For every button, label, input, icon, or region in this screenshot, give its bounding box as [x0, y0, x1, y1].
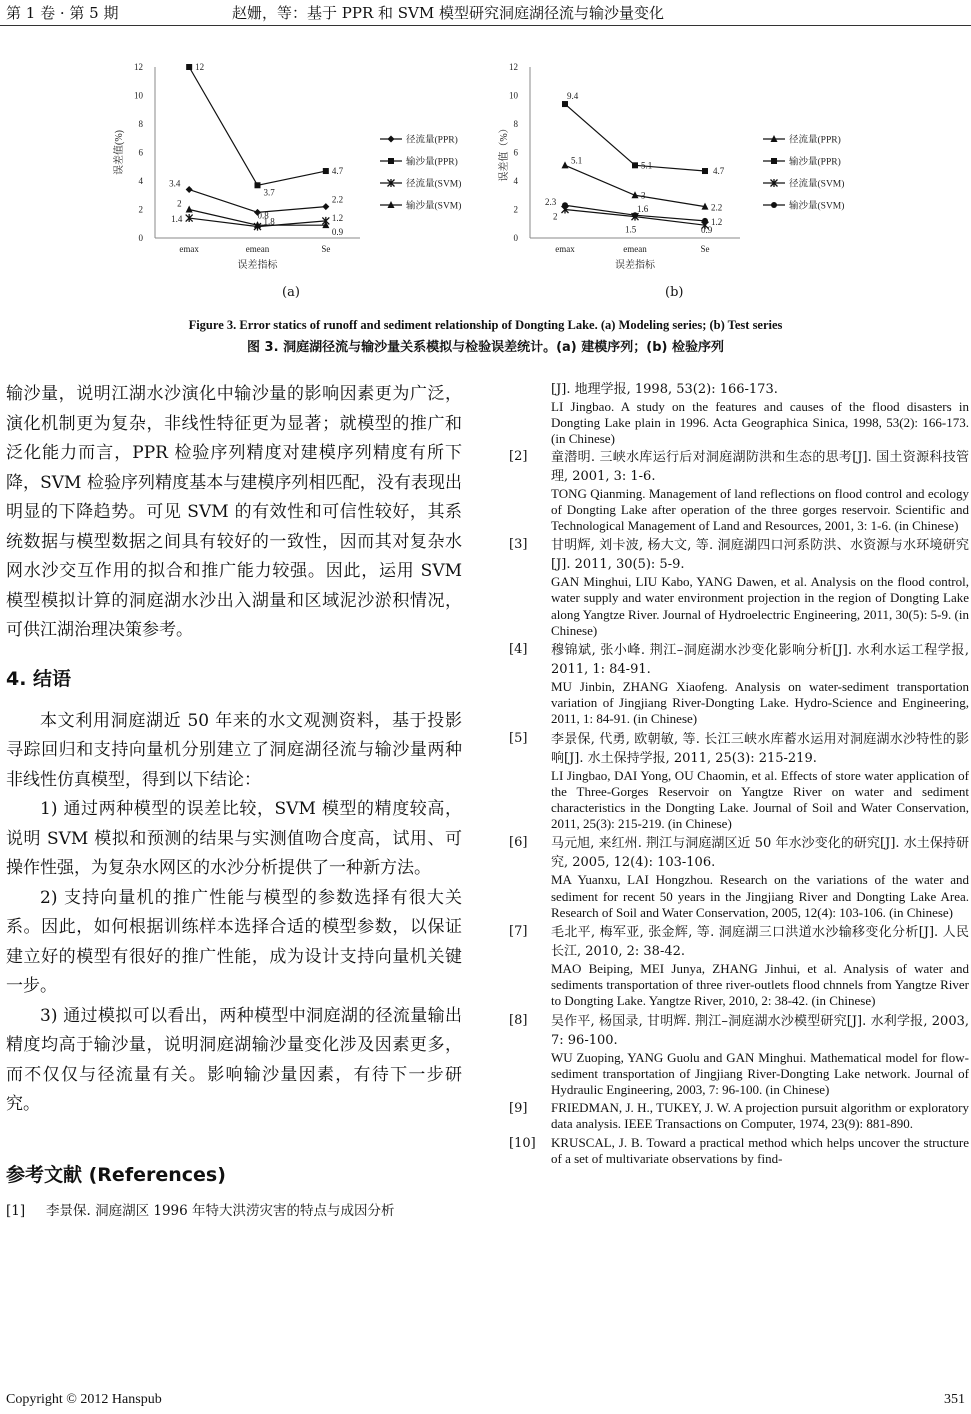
reference-text-en: LI Jingbao, DAI Yong, OU Chaomin, et al. Effects of store water application of the Three-Gorges Reservoir on Yangtze River on water and sediment characteristics in the Dongting Lake. Journal of Soil and Water Conservation, 2011, 25(3): 215-219. (in Chinese)	[551, 767, 969, 832]
reference-number: [5]	[509, 730, 528, 746]
data-label: 12	[195, 62, 205, 72]
reference-text-en: GAN Minghui, LIU Kabo, YANG Dawen, et al. Analysis on the flood control, water supply and water environment projection in the region of Dongting Lake along Yangtze River. Journal of Hydroelectric Engineering, 2011, 30(5): 5-9. (in Chinese)	[551, 574, 969, 638]
data-label: 0.8	[257, 210, 269, 221]
data-label: 5.1	[571, 155, 583, 166]
reference-number: [2]	[509, 448, 528, 464]
data-point	[562, 161, 569, 168]
x-tick-label: emean	[245, 244, 270, 254]
legend-entry: 径流量(PPR)	[789, 135, 841, 146]
header-rule	[0, 25, 971, 26]
reference-number: [4]	[509, 642, 528, 658]
data-label: 3.4	[169, 178, 181, 189]
reference-text-cn: 甘明辉, 刘卡波, 杨大文, 等. 洞庭湖四口河系防洪、水资源与水环境研究[J]. 2011, 30(5): 5-9.	[551, 538, 969, 573]
x-tick-label: emean	[623, 244, 647, 254]
data-label: 4.7	[713, 166, 725, 177]
data-label: 1.2	[711, 216, 723, 227]
y-axis-title: 误差值（%）	[499, 123, 510, 182]
reference-text-cn: 李景保. 洞庭湖区 1996 年特大洪涝灾害的特点与成因分析	[46, 1202, 395, 1219]
series-4	[177, 199, 461, 238]
reference-number: [1]	[6, 1202, 26, 1219]
reference-1-continued	[509, 380, 969, 448]
reference-9	[509, 1100, 969, 1132]
reference-5	[509, 730, 969, 833]
x-tick-label: Se	[700, 244, 710, 254]
figure-caption-cn: 图 3. 洞庭湖径流与输沙量关系模拟与检验误差统计。(a) 建模序列；(b) 检验序列	[247, 340, 724, 355]
legend-entry: 输沙量(PPR)	[406, 157, 458, 168]
series-line	[189, 67, 326, 185]
reference-text-cn: 吴作平, 杨国录, 甘明辉. 荆江–洞庭湖水沙模型研究[J]. 水利学报, 2003, 7: 96-100.	[551, 1013, 969, 1048]
reference-text-en: TONG Qianming. Management of land reflections on flood control and ecology of Dongting Lake after operation of the three gorges reservoir. Scientific and Technological Management of Land and Resources, 2001, 3: 1-6. (in Chinese)	[551, 485, 969, 534]
y-axis-title: 误差值(%)	[114, 130, 125, 175]
data-point	[388, 136, 395, 143]
running-title: 赵姗，等：基于 PPR 和 SVM 模型研究洞庭湖径流与输沙量变化	[232, 4, 665, 22]
reference-number: [8]	[509, 1012, 528, 1028]
reference-3	[509, 536, 969, 639]
data-label: 1.2	[331, 212, 344, 223]
reference-4	[509, 641, 969, 728]
y-tick-label: 8	[513, 119, 518, 129]
data-point	[562, 101, 568, 107]
reference-text-en: FRIEDMAN, J. H., TUKEY, J. W. A projection pursuit algorithm or exploratory data analysis. IEEE Transactions on Computer, 1974, 23(9): 881-890.	[551, 1100, 969, 1132]
section-heading-conclusion: 4. 结语	[6, 667, 72, 690]
body-paragraph: 本文利用洞庭湖近 50 年来的水文观测资料，基于投影寻踪回归和支持向量机分别建立了洞庭湖径流与输沙量两种非线性仿真模型，得到以下结论：	[6, 710, 462, 790]
data-point	[186, 64, 192, 70]
data-label: 3.7	[263, 187, 275, 198]
figure-3a-label: (a)	[282, 285, 300, 300]
x-tick-label: Se	[321, 244, 331, 254]
series-2	[186, 62, 458, 197]
reference-text-en: KRUSCAL, J. B. Toward a practical method which helps uncover the structure of a set of multivariate observations by find-	[551, 1134, 969, 1166]
reference-number: [9]	[509, 1101, 528, 1117]
data-label: 3	[641, 190, 646, 201]
conclusion-item-1: 1) 通过两种模型的误差比较，SVM 模型的精度较高，说明 SVM 模拟和预测的结果与实测值吻合度高，试用、可操作性强，为复杂水网区的水沙分析提供了一种新方法。	[6, 799, 462, 878]
data-label: 4.7	[331, 166, 344, 177]
x-axis-title: 误差指标	[615, 260, 655, 271]
legend-entry: 径流量(SVM)	[789, 179, 845, 190]
x-tick-label: emax	[555, 244, 575, 254]
data-label: 2.2	[331, 194, 344, 205]
figure-3b-label: (b)	[665, 285, 684, 300]
x-tick-label: emax	[179, 244, 199, 254]
reference-text-en: LI Jingbao. A study on the features and causes of the flood disasters in Dongting Lake plain in 1996. Acta Geographica Sinica, 1998, 53(2): 166-173. (in Chinese)	[551, 399, 969, 447]
page-number: 351	[944, 1392, 965, 1407]
right-column	[509, 380, 969, 1169]
y-tick-label: 10	[134, 90, 143, 101]
reference-number: [3]	[509, 537, 528, 553]
data-point	[322, 203, 329, 210]
body-paragraph: 输沙量，说明江湖水沙演化中输沙量的影响因素更为广泛，演化机制更为复杂，非线性特征更为显著；就模型的推广和泛化能力而言，PPR 检验序列精度对建模序列精度有所下降，SVM 检验序列精度基本与建模序列相匹配，没有表现出明显的下降趋势。可见 SVM 的有效性和可信性较好，其系统数据与模型数据之间具有较好的一致性，因而其对复杂水网水沙交互作用的拟合和推广能力较强。因此，运用 SVM 模型模拟计算的洞庭湖水沙出入湖量和区域泥沙淤积情况，可供江湖治理决策参考。	[6, 384, 462, 640]
conclusion-item-2: 2) 支持向量机的推广性能与模型的参数选择有很大关系。因此，如何根据训练样本选择合适的模型参数，以保证建立好的模型有很好的推广性能，成为设计支持向量机关键一步。	[6, 887, 462, 996]
y-tick-label: 2	[513, 204, 518, 215]
data-point	[562, 202, 568, 208]
reference-number: [10]	[509, 1135, 536, 1151]
left-column	[6, 380, 462, 1221]
reference-number: [7]	[509, 924, 528, 940]
figure-3a-chart	[110, 55, 485, 280]
data-label: 1.4	[171, 214, 183, 225]
series-2	[562, 91, 841, 176]
references-heading: 参考文献 (References)	[6, 1163, 226, 1186]
reference-number: [6]	[509, 835, 528, 851]
legend-entry: 径流量(SVM)	[406, 179, 462, 190]
data-point	[186, 206, 193, 213]
data-point	[702, 168, 708, 174]
legend-entry: 输沙量(PPR)	[789, 157, 841, 168]
data-label: 2.2	[711, 202, 723, 213]
data-label: 9.4	[567, 91, 579, 102]
reference-text-cn: 童潜明. 三峡水库运行后对洞庭湖防洪和生态的思考[J]. 国土资源科技管理, 2001, 3: 1-6.	[551, 449, 969, 484]
journal-issue: 第 1 卷 · 第 5 期	[6, 4, 119, 22]
series-line	[565, 104, 705, 171]
y-tick-label: 12	[509, 62, 518, 72]
reference-1	[6, 1201, 462, 1221]
y-tick-label: 4	[138, 176, 143, 186]
legend-entry: 输沙量(SVM)	[406, 201, 462, 212]
figure-3b-svg	[495, 55, 875, 280]
data-point	[255, 182, 261, 188]
data-label: 2.3	[545, 197, 557, 208]
reference-text-cn: 毛北平, 梅军亚, 张金辉, 等. 洞庭湖三口洪道水沙输移变化分析[J]. 人民长江, 2010, 2: 38-42.	[551, 925, 969, 960]
data-label: 0.9	[701, 225, 713, 236]
reference-text-cn: 穆锦斌, 张小峰. 荆江–洞庭湖水沙变化影响分析[J]. 水利水运工程学报, 2011, 1: 84-91.	[551, 643, 969, 678]
copyright: Copyright © 2012 Hanspub	[6, 1392, 162, 1407]
data-point	[702, 218, 708, 224]
data-point	[388, 158, 394, 164]
data-point	[186, 186, 193, 193]
data-point	[632, 162, 638, 168]
data-label: 2	[553, 211, 558, 222]
y-tick-label: 12	[134, 62, 143, 72]
reference-text-en: MAO Beiping, MEI Junya, ZHANG Jinhui, et al. Analysis of water and sediments transportation of three river-outlets flood chnnels from Yangtze River to Dongting Lake. Yangtze River, 2010, 2: 38-42. (in Chinese)	[551, 961, 969, 1009]
reference-text-cn: [J]. 地理学报, 1998, 53(2): 166-173.	[551, 382, 778, 397]
legend-entry: 输沙量(SVM)	[789, 201, 845, 212]
reference-text-cn: 马元旭, 来红州. 荆江与洞庭湖区近 50 年水沙变化的研究[J]. 水土保持研究, 2005, 12(4): 103-106.	[551, 836, 969, 871]
y-tick-label: 6	[513, 147, 518, 158]
reference-text-en: MA Yuanxu, LAI Hongzhou. Research on the variations of the water and sediment for recent 50 years in the Jingjiang River and Dongting Lake Area. Research of Soil and Water Conservation, 2005, 12(4): 103-106. (in Chinese)	[551, 872, 969, 920]
reference-2	[509, 448, 969, 535]
x-axis-title: 误差指标	[237, 260, 278, 271]
reference-text-en: MU Jinbin, ZHANG Xiaofeng. Analysis on water-sediment transportation variation of Jingjiang River-Dongting Lake. Hydro-Science and Engineering, 2011, 1: 84-91. (in Chinese)	[551, 679, 969, 727]
y-tick-label: 0	[138, 233, 143, 243]
y-tick-label: 0	[513, 233, 518, 243]
y-tick-label: 8	[138, 119, 143, 129]
reference-text-en: WU Zuoping, YANG Guolu and GAN Minghui. Mathematical model for flow-sediment transportation of Jingjiang River-Dongting Lake network. Journal of Hydraulic Engineering, 2003, 7: 96-100. (in Chinese)	[551, 1049, 969, 1098]
figure-3b-chart	[495, 55, 875, 280]
conclusion-item-3: 3) 通过模拟可以看出，两种模型中洞庭湖的径流量输出精度均高于输沙量，说明洞庭湖输沙量变化涉及因素更多，而不仅仅与径流量有关。影响输沙量因素，有待下一步研究。	[6, 1005, 462, 1114]
y-tick-label: 4	[513, 176, 518, 186]
legend-entry: 径流量(PPR)	[406, 135, 458, 146]
data-label: 1.6	[637, 204, 649, 215]
reference-6	[509, 834, 969, 921]
data-label: 0.9	[331, 227, 344, 238]
data-label: 2	[177, 198, 182, 209]
data-label: 5.1	[641, 160, 653, 171]
data-label: 1.5	[625, 224, 637, 235]
data-point	[771, 158, 777, 164]
series-line	[565, 165, 705, 206]
data-point	[323, 168, 329, 174]
figure-caption-en: Figure 3. Error statics of runoff and sediment relationship of Dongting Lake. (a) Modeling series; (b) Test series	[188, 318, 783, 332]
reference-text-cn: 李景保, 代勇, 欧朝敏, 等. 长江三峡水库蓄水运用对洞庭湖水沙特性的影响[J]. 水土保持学报, 2011, 25(3): 215-219.	[551, 731, 969, 766]
reference-10	[509, 1135, 969, 1167]
y-tick-label: 10	[509, 90, 518, 101]
data-label: 1.8	[263, 216, 275, 227]
reference-7	[509, 923, 969, 1010]
y-tick-label: 6	[138, 147, 143, 158]
data-point	[771, 202, 777, 208]
running-header	[0, 0, 971, 22]
figure-3a-svg	[110, 55, 485, 280]
y-tick-label: 2	[138, 204, 143, 215]
reference-8	[509, 1012, 969, 1099]
